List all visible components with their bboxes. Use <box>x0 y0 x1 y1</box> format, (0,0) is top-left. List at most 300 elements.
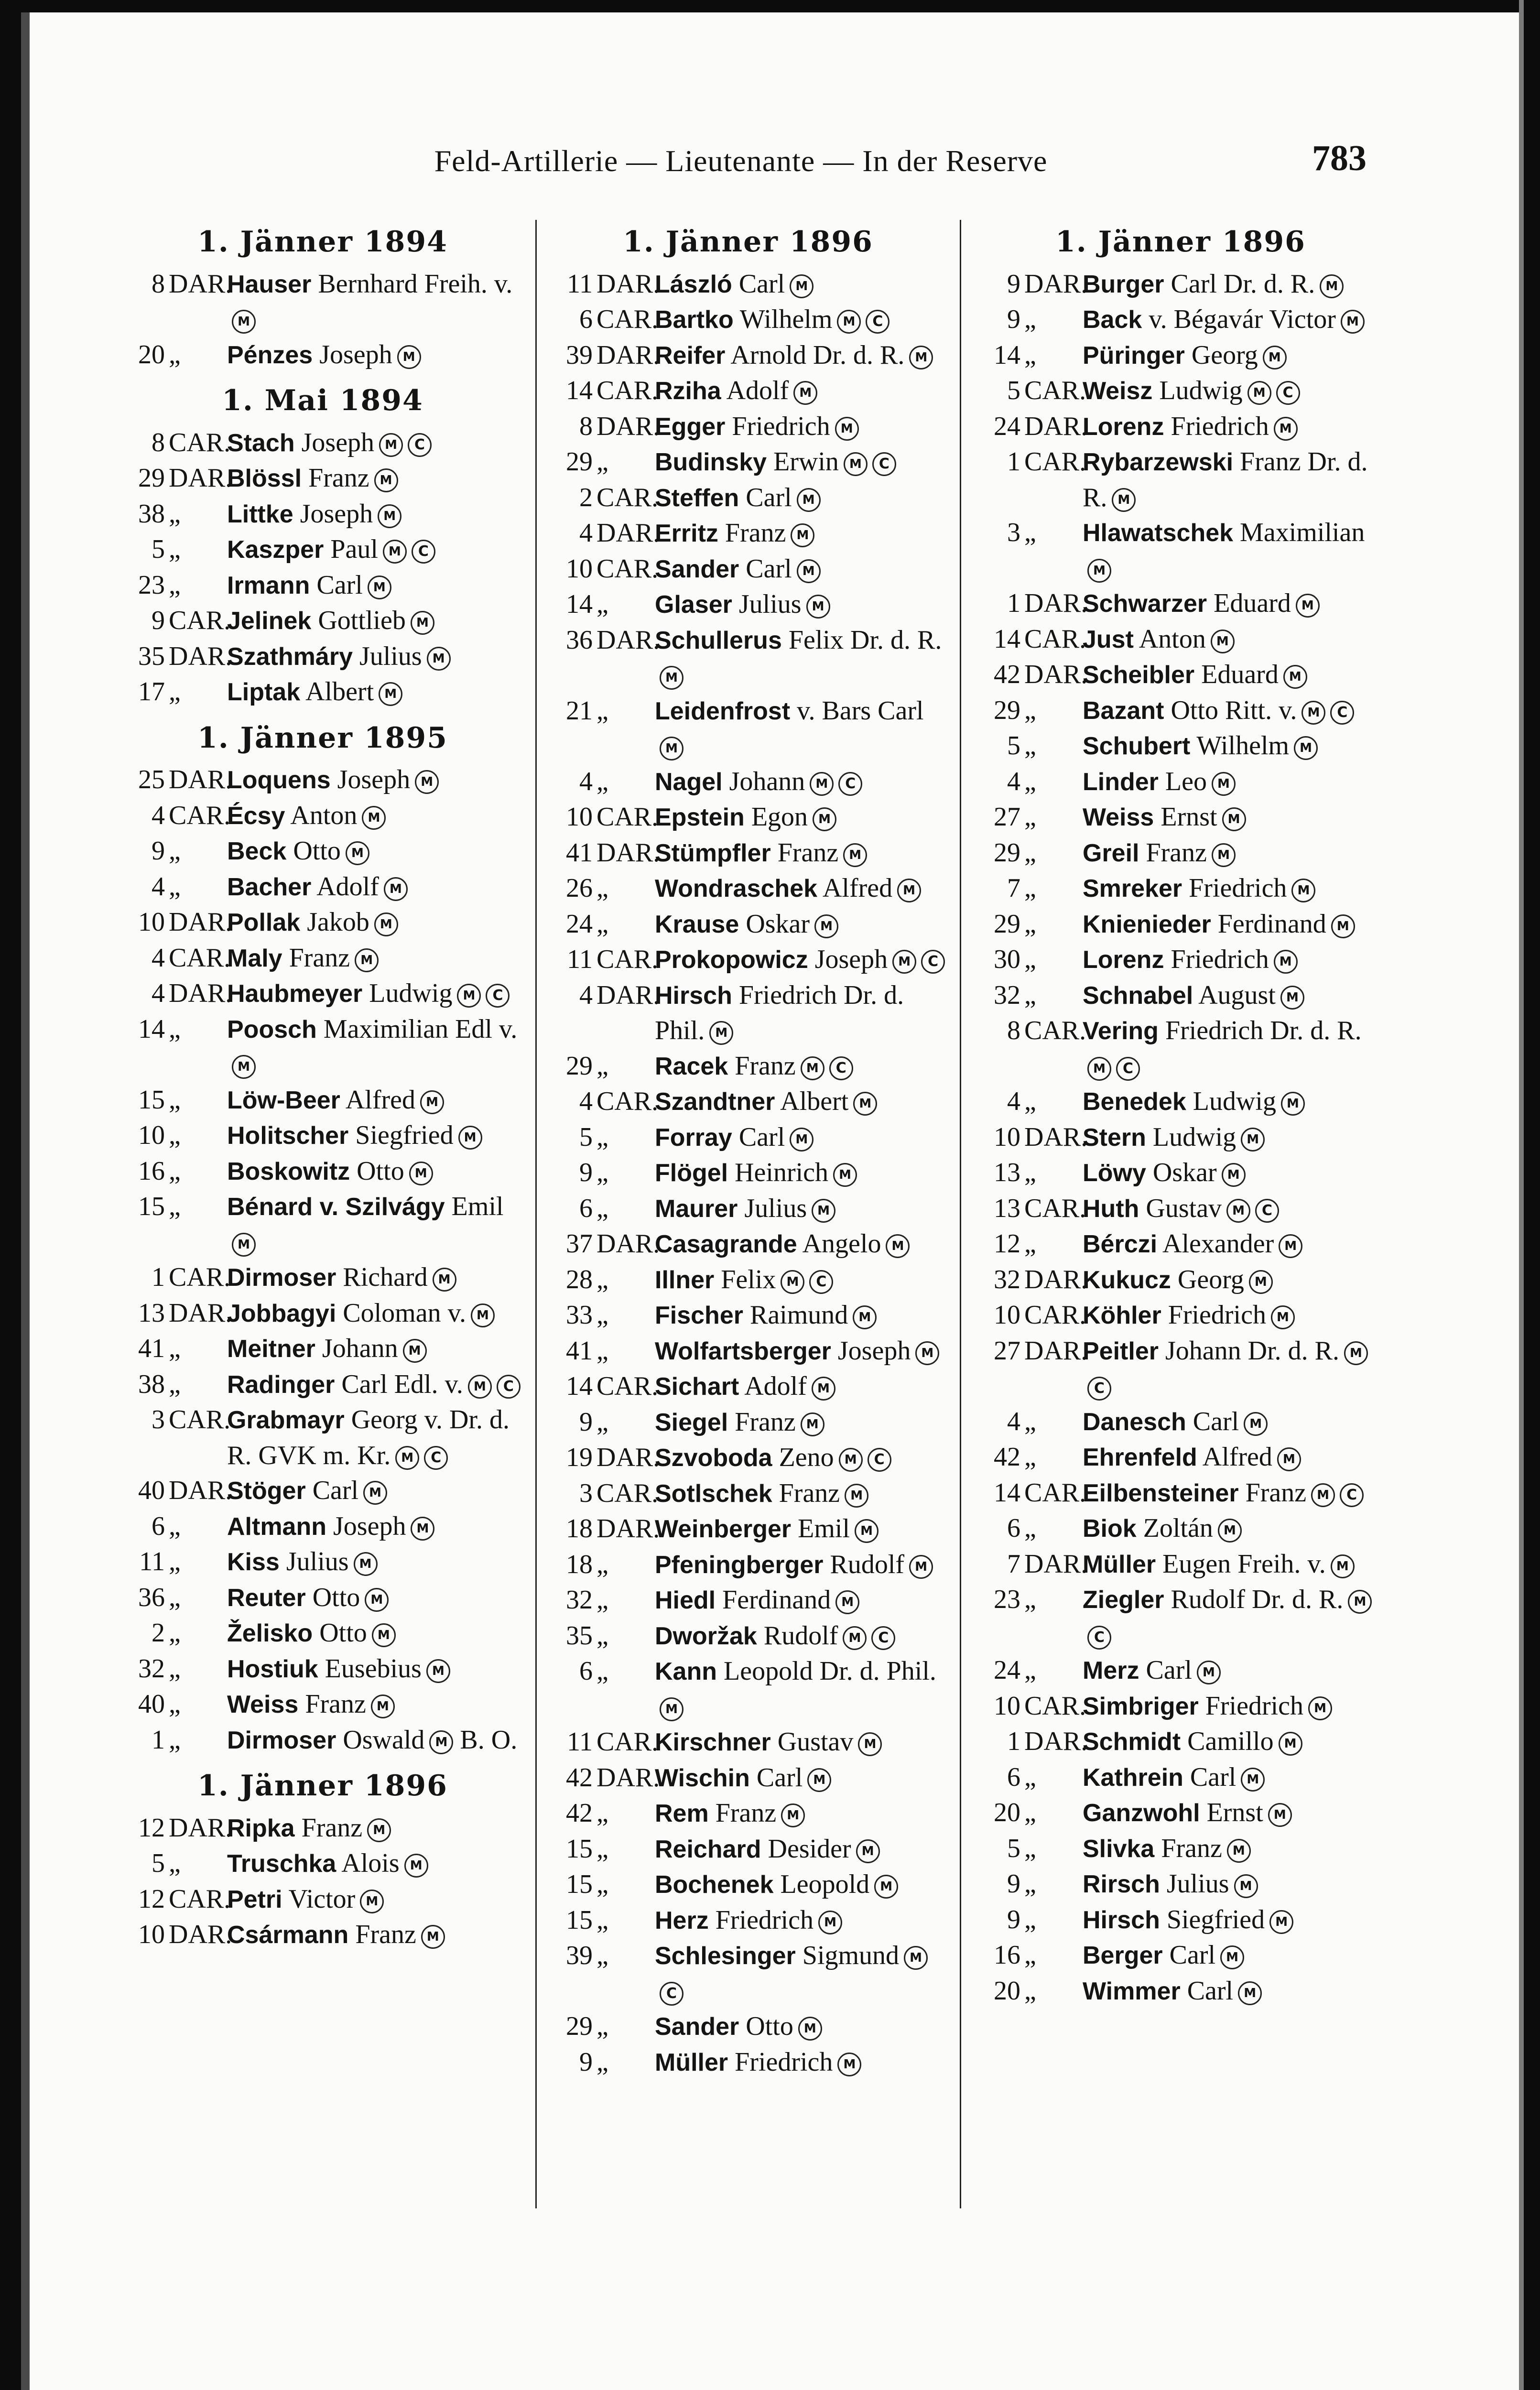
entry-body <box>655 1654 949 1725</box>
m-circle-icon: M <box>1241 1128 1265 1152</box>
given-names: Friedrich <box>735 2047 833 2077</box>
entry-key <box>119 267 232 337</box>
register-entry <box>547 1262 949 1298</box>
entry-key <box>547 907 655 943</box>
register-entry <box>975 800 1386 836</box>
c-circle-icon: C <box>871 1626 895 1650</box>
c-circle-icon: C <box>497 1375 521 1399</box>
entry-key <box>119 1580 227 1616</box>
surname: Danesch <box>1083 1408 1186 1436</box>
given-names: Eusebius <box>325 1653 422 1684</box>
c-circle-icon: C <box>412 540 435 564</box>
given-names: Carl <box>1190 1762 1236 1792</box>
given-names: Franz <box>777 837 839 868</box>
entry-body <box>655 1298 949 1334</box>
entry-number: 14 <box>994 624 1020 654</box>
entry-branch: „ <box>169 1369 181 1399</box>
entry-key <box>119 798 231 834</box>
register-entry <box>119 337 526 373</box>
given-names: Raimund <box>749 1300 848 1330</box>
entry-key <box>975 586 1088 622</box>
given-names: Franz <box>715 1798 777 1828</box>
entry-branch: CAR. <box>596 554 659 584</box>
entry-key <box>975 871 1083 907</box>
m-circle-icon: M <box>378 504 401 528</box>
given-names: Franz <box>725 518 786 548</box>
given-names: Albert <box>780 1086 849 1116</box>
m-circle-icon: M <box>1331 1554 1355 1578</box>
entry-body <box>1083 1867 1386 1902</box>
entry-key <box>975 515 1083 586</box>
entry-body <box>655 1262 949 1298</box>
register-entry <box>547 1476 949 1512</box>
entry-branch: „ <box>596 589 608 619</box>
c-circle-icon: C <box>1276 381 1300 405</box>
surname: Csármann <box>227 1921 349 1949</box>
entry-key <box>547 267 660 303</box>
entry-key <box>119 1118 227 1154</box>
entry-key <box>119 1189 227 1260</box>
entry-body <box>655 409 949 445</box>
entry-key <box>547 1405 655 1441</box>
entry-branch: „ <box>169 1156 181 1186</box>
entry-branch: DAR. <box>1024 1264 1088 1294</box>
surname: László <box>655 270 732 298</box>
register-entry <box>547 1049 949 1085</box>
entry-body <box>655 1796 949 1832</box>
entry-body <box>655 1191 949 1227</box>
entry-number: 10 <box>566 802 593 832</box>
given-names: Friedrich <box>732 411 830 441</box>
given-names: Zeno <box>779 1443 834 1472</box>
entry-body <box>1083 1547 1386 1583</box>
entry-body <box>1083 1440 1386 1476</box>
entry-branch: „ <box>596 1407 608 1437</box>
m-circle-icon: M <box>1249 1270 1273 1294</box>
entry-number: 11 <box>139 1547 165 1576</box>
register-entry <box>975 657 1386 693</box>
register-entry <box>547 516 949 552</box>
entry-branch: CAR. <box>169 800 231 830</box>
m-circle-icon: M <box>411 1517 434 1541</box>
entry-branch: „ <box>1024 1229 1036 1259</box>
m-circle-icon: M <box>1087 559 1111 583</box>
register-entry <box>547 1227 949 1262</box>
given-names: Joseph <box>300 499 373 529</box>
entry-key <box>975 1155 1083 1191</box>
entry-body <box>655 942 949 978</box>
entry-number: 15 <box>566 1834 593 1864</box>
entry-branch: „ <box>596 1620 608 1651</box>
c-circle-icon: C <box>838 772 862 796</box>
given-names: Otto <box>312 1582 360 1612</box>
entry-key <box>119 1509 227 1545</box>
register-entry <box>975 338 1386 374</box>
entry-key <box>119 1331 227 1367</box>
entry-number: 6 <box>579 1193 593 1223</box>
c-circle-icon: C <box>1116 1057 1140 1081</box>
m-circle-icon: M <box>1247 381 1271 405</box>
entry-number: 11 <box>567 1727 593 1757</box>
surname: Dworžak <box>655 1622 757 1650</box>
surname: Leidenfrost <box>655 697 791 725</box>
entry-branch: „ <box>1024 1442 1036 1472</box>
entry-key <box>547 373 659 409</box>
entry-body <box>655 1511 949 1547</box>
entry-number: 9 <box>1007 1869 1020 1899</box>
entry-number: 42 <box>566 1762 593 1792</box>
surname: Löw-Beer <box>227 1086 340 1114</box>
entry-number: 9 <box>579 1158 593 1187</box>
m-circle-icon: M <box>362 806 386 830</box>
surname: Scheibler <box>1083 661 1195 689</box>
entry-body <box>655 1619 949 1654</box>
m-circle-icon: M <box>426 1659 450 1683</box>
register-entry <box>119 674 526 710</box>
entry-key <box>547 694 655 764</box>
given-names: Joseph <box>333 1511 406 1541</box>
entry-branch: „ <box>169 1653 181 1684</box>
given-names: Bernhard Freih. v. <box>318 269 513 299</box>
entry-branch: DAR. <box>1024 1727 1088 1756</box>
entry-branch: „ <box>169 1334 181 1363</box>
entry-body <box>227 639 526 675</box>
entry-body <box>1083 373 1386 409</box>
given-names: Franz <box>305 1689 366 1719</box>
entry-body <box>655 587 949 623</box>
given-names: Ernst <box>1206 1798 1263 1827</box>
entry-body <box>655 1405 949 1441</box>
entry-key <box>119 603 231 639</box>
m-circle-icon: M <box>1348 1590 1372 1614</box>
register-entry <box>119 869 526 905</box>
surname: Müller <box>1083 1550 1156 1578</box>
entry-key <box>547 800 659 836</box>
m-circle-icon: M <box>1244 1412 1268 1436</box>
register-entry <box>547 1511 949 1547</box>
register-entry <box>975 1120 1386 1156</box>
entry-branch: „ <box>169 1085 181 1115</box>
entry-number: 9 <box>152 606 165 635</box>
entry-branch: „ <box>596 1549 608 1579</box>
entry-key <box>975 942 1083 978</box>
given-names: Albert <box>305 677 374 706</box>
entry-branch: „ <box>1024 1158 1036 1187</box>
register-entry <box>119 497 526 532</box>
entry-branch: CAR. <box>596 1086 659 1116</box>
scan-edge-right <box>1524 0 1540 2390</box>
given-names: Felix <box>721 1264 776 1294</box>
m-circle-icon: M <box>807 1768 831 1792</box>
surname: Just <box>1083 625 1134 653</box>
given-names: Alois <box>341 1848 400 1878</box>
given-names: Julius <box>359 641 422 671</box>
m-circle-icon: M <box>835 417 859 441</box>
entry-number: 17 <box>138 677 165 706</box>
given-names: Siegfried <box>355 1120 454 1150</box>
entry-number: 12 <box>138 1884 165 1914</box>
entry-number: 29 <box>994 909 1020 939</box>
given-names: Maximilian <box>1240 518 1365 547</box>
entry-number: 38 <box>138 1369 165 1399</box>
entry-branch: „ <box>1024 1904 1036 1934</box>
section-heading: 1. Jänner 1895 <box>197 721 448 755</box>
entry-number: 15 <box>566 1905 593 1935</box>
given-names: Joseph <box>814 945 888 974</box>
surname: Erritz <box>655 520 718 547</box>
surname: Blössl <box>227 465 302 492</box>
entry-number: 4 <box>579 980 593 1010</box>
m-circle-icon: M <box>1341 310 1365 334</box>
entry-key <box>119 497 227 532</box>
entry-number: 1 <box>1007 588 1020 618</box>
m-circle-icon: M <box>858 1732 882 1756</box>
entry-body <box>227 267 526 337</box>
surname: Liptak <box>227 678 301 706</box>
entry-key <box>547 1476 659 1512</box>
m-circle-icon: M <box>458 1126 482 1150</box>
column-divider <box>960 220 961 2208</box>
surname: Beck <box>227 837 287 865</box>
m-circle-icon: M <box>843 1626 867 1650</box>
entry-key <box>975 1511 1083 1547</box>
entry-body <box>227 941 526 977</box>
entry-branch: „ <box>596 1656 608 1686</box>
given-names: Ferdinand <box>1217 909 1326 939</box>
entry-branch: CAR. <box>169 1262 231 1292</box>
given-names: Carl <box>746 554 792 584</box>
surname: Hostiuk <box>227 1655 318 1683</box>
m-circle-icon: M <box>801 1056 824 1080</box>
entry-branch: DAR. <box>169 1813 232 1843</box>
register-entry <box>547 871 949 907</box>
surname: Stern <box>1083 1123 1146 1152</box>
entry-number: 5 <box>1007 1833 1020 1863</box>
entry-branch: „ <box>169 1582 181 1612</box>
column-divider <box>535 220 537 2208</box>
entry-body <box>1083 1511 1386 1547</box>
m-circle-icon: M <box>1218 1519 1242 1543</box>
register-entry <box>547 836 949 871</box>
entry-key <box>119 905 232 941</box>
entry-number: 12 <box>138 1813 165 1843</box>
surname: Szvoboda <box>655 1444 772 1472</box>
entry-body <box>1083 1795 1386 1831</box>
m-circle-icon: M <box>1268 1803 1292 1827</box>
entry-number: 3 <box>152 1405 165 1434</box>
entry-key <box>119 674 227 710</box>
entry-body <box>655 1227 949 1262</box>
given-names: Georg <box>1177 1264 1244 1294</box>
entry-number: 30 <box>994 945 1020 974</box>
register-entry <box>547 978 949 1049</box>
entry-number: 14 <box>566 376 593 405</box>
surname: Flögel <box>655 1159 728 1187</box>
entry-body <box>1083 1404 1386 1440</box>
register-entry <box>547 1120 949 1156</box>
m-circle-icon: M <box>797 488 821 512</box>
given-names: Rudolf <box>830 1549 905 1579</box>
surname: Reichard <box>655 1835 761 1863</box>
entry-number: 24 <box>994 1655 1020 1685</box>
entry-key <box>975 1120 1088 1156</box>
given-names: Alfred <box>822 873 893 903</box>
m-circle-icon: M <box>1238 1981 1262 2005</box>
entry-body <box>227 1260 526 1296</box>
given-names: v. Bégavár Victor <box>1149 304 1336 334</box>
entry-key <box>975 978 1083 1014</box>
surname: Haubmeyer <box>227 980 363 1008</box>
register-entry <box>547 1155 949 1191</box>
entry-number: 11 <box>567 269 593 299</box>
entry-key <box>975 1334 1088 1404</box>
entry-key <box>975 907 1083 943</box>
given-names: Franz <box>355 1920 416 1949</box>
entry-number: 36 <box>566 625 593 655</box>
given-names: Gustav <box>777 1727 854 1757</box>
entry-branch: „ <box>596 1264 608 1294</box>
surname: Bacher <box>227 873 312 901</box>
m-circle-icon: M <box>1294 736 1318 760</box>
entry-number: 29 <box>566 1051 593 1081</box>
m-circle-icon: M <box>1271 1305 1295 1329</box>
register-entry <box>119 568 526 604</box>
entry-body <box>655 623 949 694</box>
surname: Kukucz <box>1083 1266 1171 1294</box>
entry-number: 4 <box>152 943 165 973</box>
m-circle-icon: M <box>1263 346 1287 369</box>
register-entry <box>975 1262 1386 1298</box>
entry-branch: DAR. <box>169 641 232 671</box>
surname: Hirsch <box>1083 1906 1160 1934</box>
entry-branch: DAR. <box>1024 588 1088 618</box>
entry-branch: „ <box>1024 1585 1036 1614</box>
entry-body <box>655 373 949 409</box>
entry-body <box>655 2045 949 2081</box>
entry-key <box>975 1013 1086 1084</box>
register-entry <box>119 1260 526 1296</box>
given-names: Sigmund <box>802 1941 900 1970</box>
entry-number: 1 <box>152 1262 165 1292</box>
entry-branch: „ <box>1024 1798 1036 1827</box>
entry-branch: „ <box>596 1905 608 1935</box>
register-entry <box>975 1440 1386 1476</box>
entry-body <box>227 1296 526 1332</box>
register-entry <box>547 338 949 374</box>
entry-body <box>1083 445 1386 515</box>
given-names: Jakob <box>307 907 369 937</box>
entry-branch: DAR. <box>596 1229 660 1259</box>
entry-body <box>227 1811 526 1847</box>
entry-branch: „ <box>1024 1762 1036 1792</box>
c-circle-icon: C <box>1330 701 1354 725</box>
m-circle-icon: M <box>1087 1057 1111 1081</box>
entry-branch: „ <box>1024 980 1036 1010</box>
entry-branch: „ <box>169 570 181 600</box>
register-entry <box>975 1547 1386 1583</box>
surname: Reuter <box>227 1584 306 1612</box>
entry-body <box>655 1120 949 1156</box>
entry-number: 8 <box>152 427 165 457</box>
register-entry <box>975 515 1386 586</box>
entry-key <box>975 622 1086 658</box>
surname: Ganzwohl <box>1083 1799 1200 1827</box>
register-entry <box>975 622 1386 658</box>
entry-number: 15 <box>566 1869 593 1899</box>
entry-body <box>655 1369 949 1405</box>
entry-body <box>655 1547 949 1583</box>
m-circle-icon: M <box>915 1341 939 1365</box>
m-circle-icon: M <box>781 1803 805 1827</box>
given-names: Otto Ritt. v. <box>1171 695 1297 725</box>
entry-branch: CAR. <box>1024 1300 1086 1330</box>
given-names: Camillo <box>1187 1727 1274 1756</box>
entry-branch: „ <box>596 873 608 903</box>
given-names: Friedrich Dr. d. Phil. <box>655 980 904 1045</box>
given-names: Ludwig <box>1159 376 1243 405</box>
entry-branch: CAR. <box>169 427 231 457</box>
surname: Sotlschek <box>655 1479 772 1508</box>
register-entry <box>119 798 526 834</box>
entry-key <box>975 1974 1083 2010</box>
m-circle-icon: M <box>346 841 369 865</box>
m-circle-icon: M <box>360 1890 384 1913</box>
register-entry <box>119 1651 526 1687</box>
given-names: Friedrich <box>1171 945 1269 974</box>
column-1 <box>119 225 526 1953</box>
given-names: Carl <box>738 269 785 299</box>
entry-body <box>1083 1902 1386 1938</box>
register-entry <box>547 445 949 480</box>
register-entry <box>119 639 526 675</box>
entry-body <box>1083 1760 1386 1796</box>
entry-body <box>227 1687 526 1723</box>
entry-branch: DAR. <box>596 411 660 441</box>
surname: Forray <box>655 1123 732 1152</box>
m-circle-icon: M <box>1269 1910 1293 1934</box>
entry-body <box>1083 338 1386 374</box>
entry-body <box>1083 515 1386 586</box>
entry-key <box>547 1155 655 1191</box>
surname: Poosch <box>227 1015 317 1043</box>
surname: Simbriger <box>1083 1692 1199 1720</box>
m-circle-icon: M <box>415 770 439 794</box>
surname: Jelinek <box>227 607 312 635</box>
given-names: Otto <box>293 836 341 866</box>
entry-key <box>119 762 232 798</box>
m-circle-icon: M <box>660 737 683 760</box>
entry-body <box>227 1651 526 1687</box>
entry-body <box>655 302 949 338</box>
entry-number: 6 <box>1007 1513 1020 1543</box>
surname: Pénzes <box>227 341 313 369</box>
entry-key <box>975 1084 1083 1120</box>
surname: Sander <box>655 2013 739 2041</box>
m-circle-icon: M <box>1274 950 1298 974</box>
register-entry <box>119 1811 526 1847</box>
given-names: Gustav <box>1146 1193 1222 1223</box>
entry-branch: „ <box>596 1051 608 1081</box>
entry-number: 14 <box>994 1477 1020 1508</box>
register-entry <box>547 1938 949 2009</box>
scan-edge-left <box>0 0 21 2390</box>
entry-key <box>119 639 232 675</box>
entry-key <box>975 1867 1083 1902</box>
entry-body <box>655 836 949 871</box>
surname: Burger <box>1083 270 1164 298</box>
entry-number: 9 <box>152 836 165 866</box>
given-names: Oskar <box>746 909 810 939</box>
